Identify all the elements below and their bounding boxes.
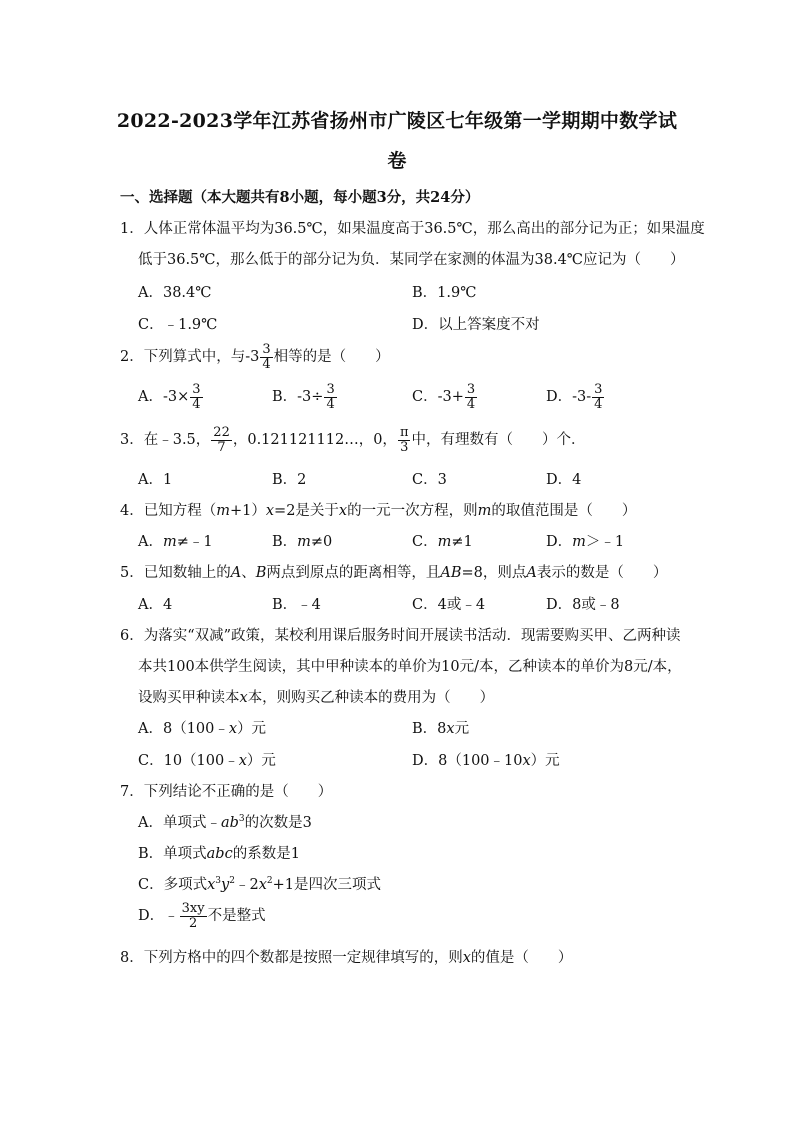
q8-stem-part: 8．下列方格中的四个数都是按照一定规律填写的，则 — [120, 950, 463, 966]
q1-option-a: A．38.4℃ — [138, 285, 212, 301]
exam-title-line1: 2022-2023学年江苏省扬州市广陵区七年级第一学期期中数学试 — [116, 110, 678, 132]
q5-stem-part: =8，则点 — [461, 565, 527, 581]
q6-stem-line2: 本共100本供学生阅读，其中甲种读本的单价为10元/本，乙种读本的单价为8元/本， — [138, 659, 682, 675]
q4-stem — [120, 499, 636, 520]
fraction-den: 4 — [192, 396, 201, 412]
q2-mixed-den: 4 — [262, 356, 271, 372]
q2-mixed-num: 3 — [262, 342, 271, 357]
q4-option-d — [546, 530, 624, 551]
option-text: ）元 — [530, 753, 560, 769]
q2-mixed-whole: -3 — [245, 349, 260, 366]
q2-option-a — [138, 383, 204, 411]
fraction-num: π — [399, 425, 409, 440]
q5-option-c: C．4或﹣4 — [412, 597, 486, 613]
option-text: B．8 — [412, 721, 447, 737]
q3-fraction-22-7 — [211, 426, 232, 454]
fraction-den: 2 — [188, 915, 198, 931]
q5-option-d: D．8或﹣8 — [546, 597, 620, 613]
q4-stem-part: =2是关于 — [274, 503, 339, 519]
q2-option-a-text: A．-3× — [138, 389, 190, 406]
fraction-num: 3xy — [181, 901, 205, 916]
q3-stem-mid: ，0.121121112…，0， — [232, 432, 397, 449]
q7-option-b — [138, 842, 300, 863]
fraction-num: 22 — [213, 425, 230, 440]
q2-mixed-number — [245, 343, 273, 371]
q2-option-c-text: C．-3+ — [412, 389, 464, 406]
q8-var-x: x — [462, 950, 471, 966]
q6-var-x: x — [239, 690, 248, 706]
option-var: abc — [206, 846, 233, 862]
q3-option-b: B．2 — [272, 472, 307, 488]
fraction-num: 3 — [326, 382, 335, 397]
q6-option-c — [138, 749, 276, 770]
fraction-den: 4 — [326, 396, 335, 412]
q5-var: A — [230, 565, 242, 581]
option-text: ﹣2 — [234, 877, 259, 893]
q2-option-d — [546, 383, 605, 411]
q4-var-x: x — [265, 503, 275, 519]
q2-option-b — [272, 383, 338, 411]
q7-option-d — [138, 902, 266, 930]
option-text: ≠0 — [310, 534, 333, 550]
option-label: A． — [138, 534, 163, 550]
option-var: y — [221, 877, 230, 893]
q7-option-c — [138, 873, 381, 894]
q1-option-c: C．﹣1.9℃ — [138, 317, 218, 333]
q2-option-d-text: D．-3- — [546, 389, 592, 406]
option-exponent: 2 — [266, 876, 273, 887]
option-var: m — [437, 534, 452, 550]
option-text: D．﹣ — [138, 908, 179, 925]
option-text: ＞﹣1 — [585, 534, 625, 550]
q2-option-c-fraction — [465, 383, 477, 411]
option-text: C．10（100﹣ — [138, 753, 239, 769]
option-var: x — [228, 721, 238, 737]
option-var: m — [297, 534, 311, 550]
q4-option-c — [412, 530, 473, 551]
option-text: 不是整式 — [207, 908, 266, 925]
q3-stem-post: 中，有理数有（ ）个． — [411, 432, 586, 449]
option-var: x — [258, 877, 267, 893]
option-var: x — [446, 721, 455, 737]
q5-var: A — [526, 565, 537, 581]
option-label: B． — [272, 534, 298, 550]
q1-option-b: B．1.9℃ — [412, 285, 477, 301]
option-var: ab — [220, 815, 239, 831]
option-text: ）元 — [246, 753, 276, 769]
option-exponent: 2 — [229, 876, 235, 887]
q4-stem-part: 的取值范围是（ ） — [491, 503, 637, 519]
fraction-den: 7 — [217, 439, 226, 455]
q5-option-a: A．4 — [138, 597, 173, 613]
q5-stem — [120, 561, 667, 582]
q4-option-a — [138, 530, 213, 551]
q7-stem: 7．下列结论不正确的是（ ） — [120, 784, 333, 800]
q2-mixed-fraction — [260, 343, 272, 371]
q4-var-m: m — [216, 503, 230, 519]
q6-stem-part: 本，则购买乙种读本的费用为（ ） — [247, 690, 495, 706]
q3-option-a: A．1 — [138, 472, 173, 488]
fraction-num: 3 — [594, 382, 603, 397]
q2-option-d-fraction — [592, 383, 604, 411]
option-text: ≠﹣1 — [176, 534, 213, 550]
q4-var-m: m — [477, 503, 492, 519]
q7-option-d-fraction — [180, 902, 207, 930]
q3-option-d: D．4 — [546, 472, 582, 488]
q6-stem-line1: 6．为落实“双减”政策，某校利用课后服务时间开展读书活动．现需要购买甲、乙两种读 — [120, 628, 681, 644]
q1-stem-line2: 低于36.5℃，那么低于的部分记为负．某同学在家测的体温为38.4℃应记为（ ） — [138, 252, 685, 268]
section-heading: 一、选择题（本大题共有8小题，每小题3分，共24分） — [120, 189, 480, 206]
option-text: C．多项式 — [138, 877, 208, 893]
option-text: 元 — [454, 721, 470, 737]
q3-stem — [120, 426, 585, 454]
q1-option-d: D．以上答案度不对 — [412, 317, 540, 333]
option-var: x — [522, 753, 531, 769]
option-text: A．单项式﹣ — [138, 815, 221, 831]
fraction-num: 3 — [466, 382, 476, 397]
q6-stem-part: 设购买甲种读本 — [138, 690, 240, 706]
q3-option-c: C．3 — [412, 472, 447, 488]
option-label: D． — [546, 534, 573, 550]
option-var: m — [162, 534, 177, 550]
exam-title-line2: 卷 — [387, 150, 407, 172]
option-exponent: 3 — [215, 876, 222, 887]
q2-option-c — [412, 383, 478, 411]
q6-stem-line3 — [138, 686, 494, 707]
q5-var: AB — [440, 565, 462, 581]
option-text: 的系数是1 — [232, 846, 300, 862]
q5-option-b: B．﹣4 — [272, 597, 321, 613]
q4-stem-part: +1） — [229, 503, 266, 519]
option-text: A．8（100﹣ — [138, 721, 229, 737]
q7-option-a — [138, 811, 312, 832]
option-text: +1是四次三项式 — [272, 877, 381, 893]
q2-stem-pre: 2．下列算式中，与 — [120, 349, 246, 366]
option-text: D．8（100﹣10 — [412, 753, 523, 769]
q4-stem-part: 的一元一次方程，则 — [347, 503, 478, 519]
q3-fraction-pi-3 — [398, 426, 411, 454]
q3-stem-pre: 3．在﹣3.5， — [120, 432, 211, 449]
fraction-den: 3 — [400, 439, 409, 455]
q4-stem-part: 4．已知方程（ — [120, 503, 217, 519]
fraction-den: 4 — [466, 396, 476, 412]
q5-stem-part: 两点到原点的距离相等，且 — [266, 565, 441, 581]
q5-stem-part: 5．已知数轴上的 — [120, 565, 231, 581]
q6-option-d — [412, 749, 560, 770]
q4-var-x: x — [338, 503, 348, 519]
q8-stem-part: 的值是（ ） — [470, 950, 573, 966]
option-text: ≠1 — [451, 534, 473, 550]
q1-stem-line1: 1．人体正常体温平均为36.5℃，如果温度高于36.5℃，那么高出的部分记为正；如果温度 — [120, 221, 705, 237]
q2-option-a-fraction — [190, 383, 202, 411]
option-text: B．单项式 — [138, 846, 207, 862]
option-text: 的次数是3 — [244, 815, 312, 831]
q5-stem-part: 、 — [241, 565, 256, 581]
q2-stem — [120, 343, 390, 371]
option-var: x — [238, 753, 247, 769]
option-label: C． — [412, 534, 438, 550]
q6-option-a — [138, 717, 266, 738]
q2-option-b-fraction — [324, 383, 336, 411]
q6-option-b — [412, 717, 469, 738]
q8-stem — [120, 946, 572, 967]
q2-option-b-text: B．-3÷ — [272, 389, 324, 406]
q5-stem-part: 表示的数是（ ） — [536, 565, 668, 581]
q2-stem-post: 相等的是（ ） — [273, 349, 390, 366]
fraction-num: 3 — [192, 382, 201, 397]
option-var: x — [207, 877, 216, 893]
q4-option-b — [272, 530, 332, 551]
option-exponent: 3 — [238, 814, 245, 825]
q5-var: B — [255, 565, 267, 581]
option-text: ）元 — [237, 721, 267, 737]
option-var: m — [572, 534, 586, 550]
fraction-den: 4 — [594, 396, 603, 412]
